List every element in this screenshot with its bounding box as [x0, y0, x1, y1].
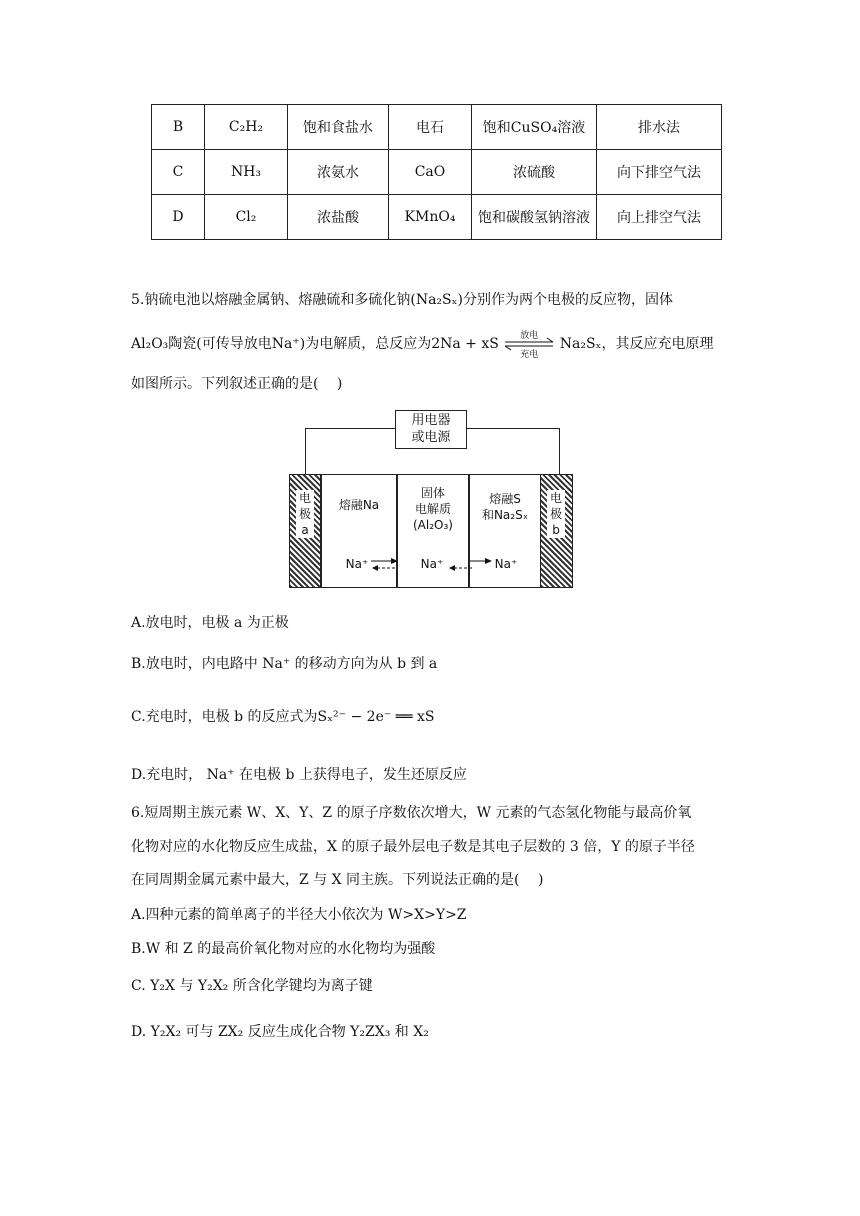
table-cell: 浓氨水: [288, 150, 389, 195]
molten-na-label: 熔融Na: [338, 498, 380, 512]
table-cell: 排水法: [597, 105, 722, 150]
table-cell: B: [152, 105, 205, 150]
reagent-table: [151, 104, 722, 240]
table-cell: KMnO₄: [389, 195, 472, 240]
table-cell: C: [152, 150, 205, 195]
q5-option-c: C.充电时，电极 b 的反应式为Sₓ²⁻ − 2e⁻ ══ xS: [131, 709, 435, 725]
table-cell: 电石: [389, 105, 472, 150]
ion-label-middle: Na⁺: [420, 557, 444, 571]
table-cell: 饱和碳酸氢钠溶液: [472, 195, 597, 240]
molten-s-label: 熔融S 和Na₂Sₓ: [481, 492, 529, 522]
q5-option-d: D.充电时， Na⁺ 在电极 b 上获得电子，发生还原反应: [131, 767, 467, 783]
q5-option-a: A.放电时，电极 a 为正极: [131, 615, 289, 631]
table-cell: NH₃: [205, 150, 288, 195]
ion-label-left: Na⁺: [345, 557, 369, 571]
table-cell: 浓盐酸: [288, 195, 389, 240]
electrode-a-label: 电 极 a: [296, 490, 314, 538]
q5-stem-line-2a: Al₂O₃陶瓷(可传导放电Na⁺)为电解质，总反应为2Na + xS: [131, 336, 499, 352]
arrow-label-discharge: 放电: [520, 331, 539, 341]
q6-option-d: D. Y₂X₂ 可与 ZX₂ 反应生成化合物 Y₂ZX₃ 和 X₂: [131, 1024, 429, 1040]
table-cell: 饱和食盐水: [288, 105, 389, 150]
table-cell: C₂H₂: [205, 105, 288, 150]
table-row: [152, 150, 722, 195]
q6-stem-line-3: 在同周期金属元素中最大，Z 与 X 同主族。下列说法正确的是( ): [131, 872, 544, 888]
device-box: 用电器 或电源: [395, 410, 467, 449]
q5-stem-line-2: [131, 331, 714, 360]
q6-option-b: B.W 和 Z 的最高价氧化物对应的水化物均为强酸: [131, 941, 436, 957]
ion-label-right: Na⁺: [494, 557, 518, 571]
electrolyte-label: 固体 电解质 (Al₂O₃): [413, 486, 453, 532]
table-cell: 向下排空气法: [597, 150, 722, 195]
table-row: [152, 105, 722, 150]
q5-stem-line-3: 如图所示。下列叙述正确的是( ): [131, 376, 343, 392]
reversible-arrow: [503, 331, 555, 360]
ion-arrows-icon: [286, 410, 578, 590]
arrow-label-charge: 充电: [520, 350, 539, 360]
q6-option-c: C. Y₂X 与 Y₂X₂ 所含化学键均为离子键: [131, 978, 373, 994]
table-cell: 向上排空气法: [597, 195, 722, 240]
table-row: [152, 195, 722, 240]
battery-diagram: [286, 410, 578, 590]
q5-stem-line-2b: Na₂Sₓ，其反应充电原理: [559, 336, 714, 352]
q6-stem-line-2: 化物对应的水化物反应生成盐，X 的原子最外层电子数是其电子层数的 3 倍，Y 的原子半径: [131, 839, 695, 855]
q6-stem-line-1: 6.短周期主族元素 W、X、Y、Z 的原子序数依次增大，W 元素的气态氢化物能与最高价氧: [131, 805, 692, 821]
table-cell: 饱和CuSO₄溶液: [472, 105, 597, 150]
q6-option-a: A.四种元素的简单离子的半径大小依次为 W>X>Y>Z: [131, 907, 467, 923]
table-cell: CaO: [389, 150, 472, 195]
electrode-b-label: 电 极 b: [547, 490, 565, 538]
table-cell: D: [152, 195, 205, 240]
table-cell: 浓硫酸: [472, 150, 597, 195]
table-cell: Cl₂: [205, 195, 288, 240]
q5-stem-line-1: 5.钠硫电池以熔融金属钠、熔融硫和多硫化钠(Na₂Sₓ)分别作为两个电极的反应物，固体: [131, 292, 674, 308]
q5-option-b: B.放电时，内电路中 Na⁺ 的移动方向为从 b 到 a: [131, 656, 438, 672]
